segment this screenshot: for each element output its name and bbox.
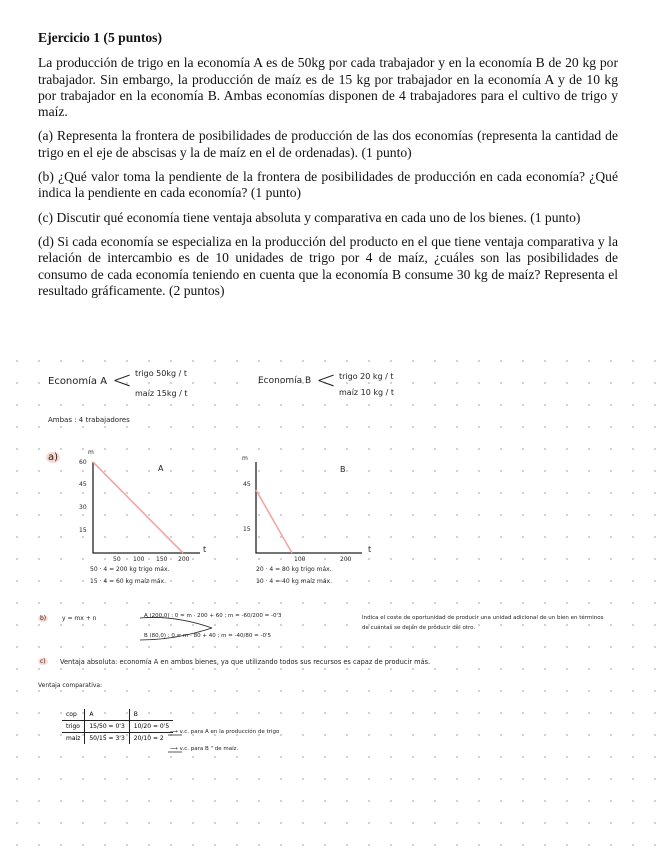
graph-a-y-label: m [88, 449, 94, 456]
part-b-label [38, 615, 48, 622]
graph-b-y-label: m [242, 455, 248, 462]
part-c-marker: c) [40, 658, 46, 665]
exercise-title: Ejercicio 1 (5 puntos) [38, 30, 162, 45]
b-slope-a: A (200,0) : 0 = m · 200 + 60 ; m = -60/200 = -0'3 [144, 613, 282, 619]
table-row [62, 733, 173, 745]
brace-icon: < [112, 366, 133, 394]
graph-a-calc: 15 · 4 = 60 kg maíz máx. [90, 578, 166, 585]
y-tick: 15 [79, 527, 87, 534]
econ-a-label: Economía A [48, 376, 108, 387]
question-a: (a) Representa la frontera de posibilidades de producción de las dos economías (representa la cantidad de trigo en el eje de abscisas y la de maíz en el de ordenadas). (1 punto) [38, 128, 618, 160]
table-header-row [62, 709, 173, 721]
y-tick: 45 [243, 481, 251, 488]
table-cell: trigo [62, 721, 85, 733]
graph-a-axes [93, 462, 200, 553]
graph-a-x-label: t [203, 545, 207, 554]
opportunity-cost-table [62, 709, 173, 744]
comparative-note-a: ⟶ v.c. para A en la producción de trigo [170, 729, 280, 735]
y-tick: 30 [79, 504, 87, 511]
econ-b-maiz: maíz 10 kg / t [339, 388, 395, 397]
table-cell: 15/50 = 0'3 [85, 721, 129, 733]
part-b-marker: b) [40, 615, 47, 622]
brace-icon: < [316, 366, 337, 394]
c-absolute-advantage: Ventaja absoluta: economía A en ambos bienes, ya que utilizando todos sus recursos es capaz de producir más. [60, 658, 431, 666]
question-b: (b) ¿Qué valor toma la pendiente de la frontera de posibilidades de producción en cada economía? ¿Qué indica la pendiente en cada economía? (1 punto) [38, 169, 618, 201]
x-tick: 100 [294, 556, 306, 563]
graph-b-axes [256, 462, 362, 553]
graph-a-frontier [93, 462, 183, 553]
econ-a-trigo: trigo 50kg / t [135, 369, 187, 378]
table-cell: 20/10 = 2 [129, 733, 173, 745]
x-tick: 200 [178, 556, 190, 563]
table-cell: 10/20 = 0'5 [129, 721, 173, 733]
table-cell: 50/15 = 3'3 [85, 733, 129, 745]
x-tick: 100 [133, 556, 145, 563]
c-comparative-advantage: Ventaja comparativa: [38, 682, 103, 689]
econ-a-maiz: maíz 15kg / t [135, 389, 188, 398]
comparative-note-b: ⟶ v.c. para B " de maíz. [170, 746, 239, 752]
b-equation: y = mx + n [62, 615, 97, 622]
y-tick: 15 [243, 526, 251, 533]
b-slope-b: B (80,0) : 0 = m · 80 + 40 ; m = -40/80 = -0'5 [144, 633, 271, 639]
y-tick: 60 [79, 459, 87, 466]
table-header: A [85, 709, 129, 721]
graph-a-calc: 50 · 4 = 200 kg trigo máx. [90, 566, 170, 573]
graph-b-frontier [256, 490, 292, 553]
graph-b-calc: 20 · 4 = 80 kg trigo máx. [256, 566, 332, 573]
econ-b-trigo: trigo 20 kg / t [339, 372, 394, 381]
exercise-intro: La producción de trigo en la economía A es de 50kg por cada trabajador y en la economía B de 20 kg por trabajador. Sin embargo, la producción de maíz es de 15 kg por trabajador en la economía A y de 10 kg por trabajador en la economía B. Ambas economías disponen de 4 trabajadores para el cultivo de trigo y maíz. [38, 55, 618, 120]
table-header: cop [62, 709, 85, 721]
graph-a-title: A [158, 464, 164, 473]
table-header: B [129, 709, 173, 721]
graph-b-title: B [340, 465, 346, 474]
part-c-label [38, 658, 48, 665]
econ-b-label: Economía B [258, 376, 312, 386]
question-c: (c) Discutir qué economía tiene ventaja absoluta y comparativa en cada uno de los bienes. (1 punto) [38, 209, 581, 225]
b-interpretation: Indica el coste de oportunidad de producir una unidad adicional de un bien en términos de cuántas se dejan de producir del otro. [362, 615, 604, 631]
ambas-note: Ambas : 4 trabajadores [48, 416, 130, 424]
table-cell: maíz [62, 733, 85, 745]
graph-b-x-label: t [368, 545, 372, 554]
graph-b-calc: 10 · 4 = 40 kg maíz máx. [256, 578, 332, 585]
y-tick: 45 [79, 481, 87, 488]
table-row [62, 721, 173, 733]
x-tick: 50 [113, 556, 121, 563]
x-tick: 150 [156, 556, 168, 563]
x-tick: 200 [340, 556, 352, 563]
question-d: (d) Si cada economía se especializa en la producción del producto en el que tiene ventaja comparativa y la relación de intercambio es de 10 unidades de trigo por 4 de maíz, ¿cuáles son las posibilidades de consumo de cada economía teniendo en cuenta que la economía B consume 30 kg de maíz? Representa el resultado gráficamente. (2 puntos) [38, 233, 618, 298]
part-a-marker: a) [48, 452, 59, 463]
